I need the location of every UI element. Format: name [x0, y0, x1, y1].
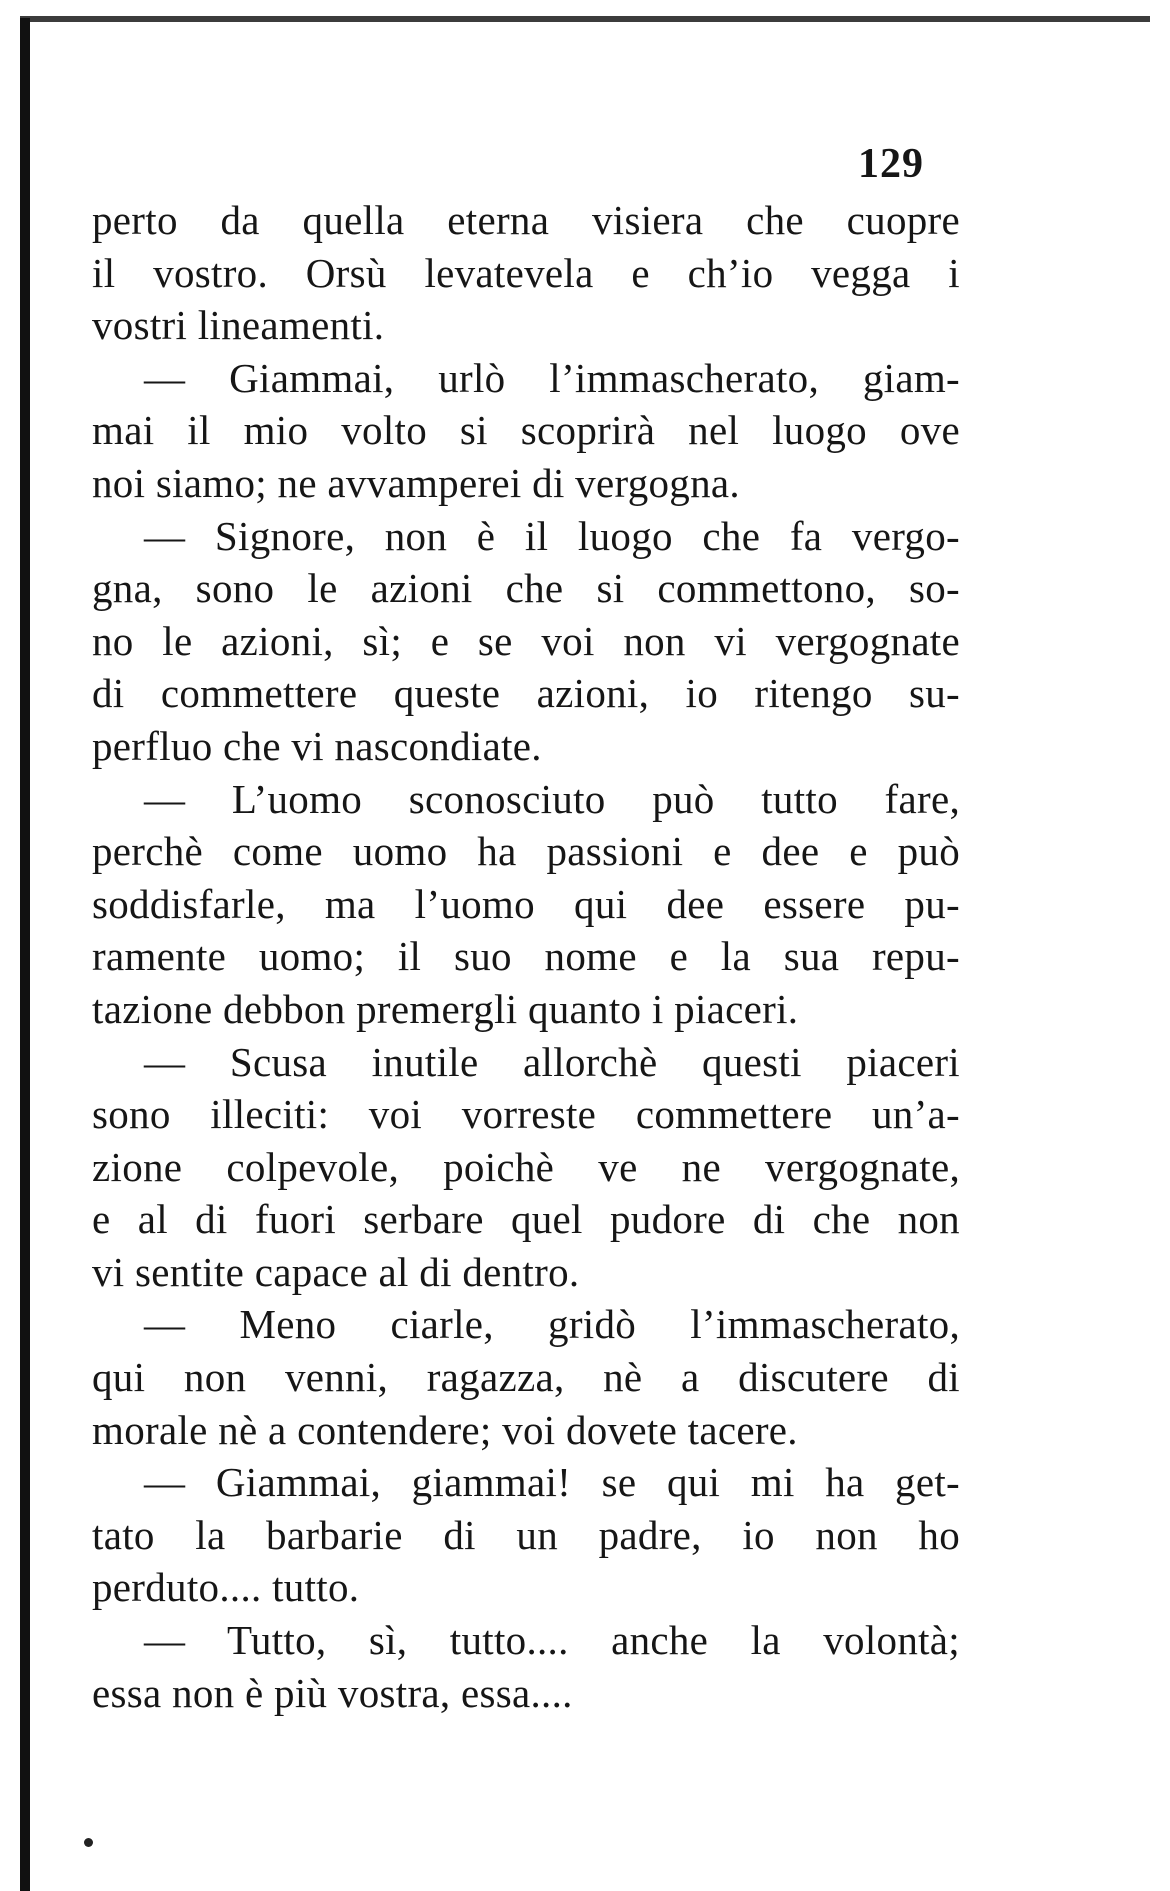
text-line: noi siamo; ne avvamperei di vergogna.	[92, 459, 740, 506]
text-line: — Meno ciarle, gridò l’immascherato,	[144, 1301, 960, 1348]
text-line: — Giammai, giammai! se qui mi ha get-	[144, 1459, 960, 1506]
text-line: — Giammai, urlò l’immascherato, giam-	[144, 354, 960, 401]
text-line: soddisfarle, ma l’uomo qui dee essere pu-	[92, 880, 960, 927]
text-line: di commettere queste azioni, io ritengo su-	[92, 670, 960, 717]
text-line: e al di fuori serbare quel pudore di che non	[92, 1196, 960, 1243]
page-binding-edge	[20, 18, 30, 1891]
body-text	[92, 194, 960, 1719]
text-line: tato la barbarie di un padre, io non ho	[92, 1511, 960, 1558]
text-line: perfluo che vi nascondiate.	[92, 722, 542, 769]
text-line: perchè come uomo ha passioni e dee e può	[92, 828, 960, 875]
text-line: vostri lineamenti.	[92, 302, 385, 349]
text-line: perto da quella eterna visiera che cuopre	[92, 197, 960, 243]
page-number: 129	[858, 141, 924, 187]
text-line: — Scusa inutile allorchè questi piaceri	[144, 1038, 960, 1085]
text-line: il vostro. Orsù levatevela e ch’io vegga i	[92, 249, 960, 296]
text-line: — Signore, non è il luogo che fa vergo-	[144, 512, 960, 559]
text-line: sono illeciti: voi vorreste commettere un’a-	[92, 1091, 960, 1138]
text-line: ramente uomo; il suo nome e la sua repu-	[92, 933, 960, 980]
text-line: essa non è più vostra, essa....	[92, 1669, 573, 1716]
text-line: mai il mio volto si scoprirà nel luogo ove	[92, 407, 960, 454]
text-line: — Tutto, sì, tutto.... anche la volontà;	[144, 1617, 960, 1664]
text-line: perduto.... tutto.	[92, 1564, 360, 1611]
text-line: no le azioni, sì; e se voi non vi vergognate	[92, 617, 960, 664]
text-line: tazione debbon premergli quanto i piaceri.	[92, 985, 799, 1032]
page-top-edge	[20, 16, 1150, 22]
ink-speck	[84, 1838, 93, 1847]
text-line: vi sentite capace al di dentro.	[92, 1248, 580, 1295]
text-line: gna, sono le azioni che si commettono, so-	[92, 565, 960, 612]
text-line: morale nè a contendere; voi dovete tacere.	[92, 1406, 798, 1453]
text-line: — L’uomo sconosciuto può tutto fare,	[144, 775, 960, 822]
text-line: qui non venni, ragazza, nè a discutere di	[92, 1354, 960, 1401]
text-line: zione colpevole, poichè ve ne vergognate,	[92, 1143, 960, 1190]
